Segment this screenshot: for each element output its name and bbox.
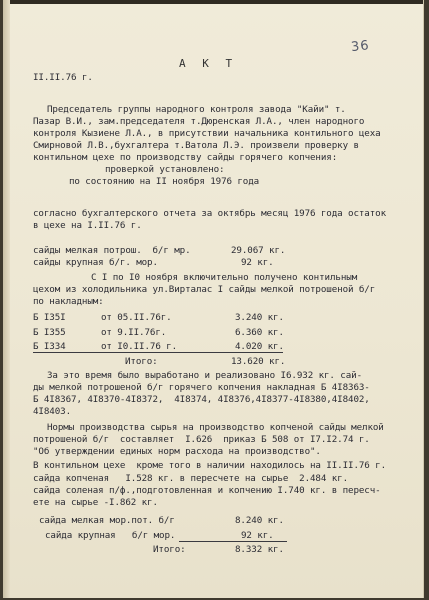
final-row-value: 92 кг. xyxy=(241,530,274,541)
final-underline xyxy=(179,541,287,542)
received-line: С I по I0 ноября включительно получено контильным xyxy=(91,272,358,283)
intro-line: проверкой установлено: xyxy=(105,164,225,175)
norms-line: сайда копченая I.528 кг. в пересчете на сырье 2.484 кг. xyxy=(33,473,349,484)
scan-top-edge xyxy=(3,0,423,4)
folio-number: 36 xyxy=(350,38,371,56)
norms-line: потрошеной б/г составляет I.626 приказ Б 508 от I7.I2.74 г. xyxy=(33,434,370,445)
invoice-value: 4.020 кг. xyxy=(235,341,284,352)
received-line: по накладным: xyxy=(33,296,104,307)
stock-row-value: 92 кг. xyxy=(241,257,274,268)
document-date: II.II.76 г. xyxy=(33,72,93,83)
intro-line: Смирновой Л.В.,бухгалтера т.Ватола Л.Э. произвели проверку в xyxy=(33,140,359,151)
final-row-label: сайда крупная б/г мор. xyxy=(45,530,176,541)
invoice-number: Б I35I xyxy=(33,312,66,323)
norms-line: Нормы производства сырья на производство копченой сайды мелкой xyxy=(47,422,384,433)
stock-row-label: сайды крупная б/г. мор. xyxy=(33,257,158,268)
document-page xyxy=(3,0,423,598)
invoice-total-value: 13.620 кг. xyxy=(231,356,286,367)
invoice-total-label: Итого: xyxy=(125,356,158,367)
intro-line: Председатель группы народного контроля завода "Кайи" т. xyxy=(47,104,346,115)
intro-line: контроля Кызиене Л.А., в присутствии начальника контильного цеха xyxy=(33,128,381,139)
intro-line: по состоянию на II ноября 1976 года xyxy=(69,176,260,187)
invoice-number: Б I334 xyxy=(33,341,66,352)
report-line: согласно бухгалтерского отчета за октябрь месяц 1976 года остаток xyxy=(33,208,387,219)
document-title: А К Т xyxy=(179,57,238,70)
invoice-date: от 9.II.76г. xyxy=(101,327,167,338)
stock-row-value: 29.067 кг. xyxy=(231,245,286,256)
final-row-label: сайда мелкая мор.пот. б/г xyxy=(39,515,175,526)
invoice-number: Б I355 xyxy=(33,327,66,338)
binding-edge xyxy=(3,0,10,598)
produced-line: 4I8403. xyxy=(33,406,72,417)
invoice-underline xyxy=(33,352,283,353)
invoice-value: 3.240 кг. xyxy=(235,312,284,323)
invoice-date: от I0.II.76 г. xyxy=(101,341,178,352)
norms-line: "Об утверждении единых норм расхода на производство". xyxy=(33,446,321,457)
invoice-date: от 05.II.76г. xyxy=(101,312,172,323)
norms-line: сайда соленая п/ф.,подготовленная и копчению I.740 кг. в пересч- xyxy=(33,485,381,496)
report-line: в цехе на I.II.76 г. xyxy=(33,220,142,231)
final-row-value: 8.240 кг. xyxy=(235,515,284,526)
final-total-label: Итого: xyxy=(153,544,186,555)
intro-line: контильном цехе по производству сайды горячего копчения: xyxy=(33,152,338,163)
invoice-value: 6.360 кг. xyxy=(235,327,284,338)
intro-line: Пазар В.И., зам.председателя т.Дюренская Л.А., член народного xyxy=(33,116,365,127)
stock-row-label: сайды мелкая потрош. б/г мр. xyxy=(33,245,191,256)
produced-line: Б 4I8367, 4I8370-4I8372, 4I8374, 4I8376,4I8377-4I8380,4I8402, xyxy=(33,394,370,405)
received-line: цехом из холодильника ул.Вирталас I сайды мелкой потрошеной б/г xyxy=(33,284,376,295)
produced-line: ды мелкой потрошеной б/г горячего копчения накладная Б 4I8363- xyxy=(33,382,370,393)
norms-line: ете на сырье -I.862 кг. xyxy=(33,497,158,508)
norms-line: В контильном цехе кроме того в наличии находилось на II.II.76 г. xyxy=(33,460,387,471)
final-total-value: 8.332 кг. xyxy=(235,544,284,555)
produced-line: За это время было выработано и реализовано I6.932 кг. сай- xyxy=(47,370,363,381)
